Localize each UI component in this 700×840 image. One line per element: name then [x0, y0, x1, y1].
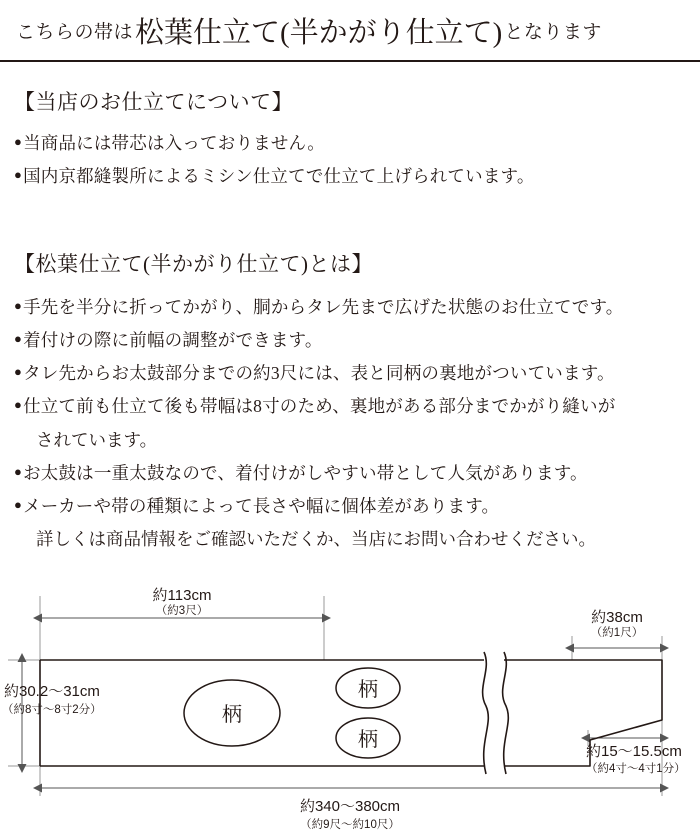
label-right-top-main: 約38cm — [591, 609, 643, 626]
obi-dimension-diagram — [0, 578, 700, 840]
label-left-width-main: 約30.2〜31cm — [4, 683, 100, 700]
label-bottom-total-main: 約340〜380cm — [299, 798, 401, 815]
section2-bullet-5 — [14, 460, 690, 487]
header-tail-text: となります — [504, 21, 602, 43]
bullet-text: 当商品には帯芯は入っておりません。 — [23, 133, 326, 153]
bullet-text: 仕立て前も仕立て後も帯幅は8寸のため、裏地がある部分までかがり縫いが — [23, 396, 616, 417]
section2-bullet-2 — [14, 327, 690, 354]
label-right-tip-sub: （約4寸〜4寸1分） — [586, 763, 686, 775]
bullet-text: お太鼓は一重太鼓なので、着付けがしやすい帯として人気があります。 — [23, 462, 588, 483]
pattern-label-2: 柄 — [358, 679, 378, 701]
bullet-dot-icon: ● — [14, 496, 23, 512]
section2-bullet-4-continuation: されています。 — [36, 429, 158, 450]
label-top-length-main: 約113cm — [152, 587, 212, 604]
bullet-dot-icon: ● — [14, 167, 23, 183]
label-top-length-sub: （約3尺） — [155, 605, 209, 617]
section-about-tailoring — [14, 86, 686, 196]
bullet-dot-icon: ● — [14, 364, 23, 380]
bullet-dot-icon: ● — [14, 397, 23, 413]
bullet-dot-icon: ● — [14, 331, 23, 347]
bullet-text: 着付けの際に前幅の調整ができます。 — [23, 330, 323, 351]
section-matsuba-definition — [14, 248, 690, 553]
section2-bullet-6-continuation: 詳しくは商品情報をご確認いただくか、当店にお問い合わせください。 — [36, 528, 596, 549]
bullet-text: 国内京都縫製所によるミシン仕立てで仕立て上げられています。 — [23, 166, 535, 187]
header-emphasis-text: 松葉仕立て(半かがり仕立て) — [135, 16, 503, 49]
label-bottom-total-sub: （約9尺〜約10尺） — [300, 819, 400, 831]
section1-title: 【当店のお仕立てについて】 — [14, 90, 294, 114]
bullet-text: タレ先からお太鼓部分までの約3尺には、表と同柄の裏地がついています。 — [23, 363, 615, 384]
pattern-label-3: 柄 — [358, 729, 378, 751]
section1-bullet-2 — [14, 163, 686, 190]
bullet-text: 手先を半分に折ってかがり、胴からタレ先まで広げた状態のお仕立てです。 — [23, 297, 624, 317]
section2-bullet-6 — [14, 493, 690, 520]
section2-bullet-3 — [14, 360, 690, 387]
page-header — [0, 0, 700, 62]
bullet-text: メーカーや帯の種類によって長さや幅に個体差があります。 — [23, 495, 500, 516]
header-lead-text: こちらの帯は — [16, 21, 134, 43]
label-left-width-sub: （約8寸〜8寸2分） — [2, 704, 102, 716]
section2-title: 【松葉仕立て(半かがり仕立て)とは】 — [14, 252, 373, 276]
label-right-top-sub: （約1尺） — [590, 627, 644, 639]
bullet-dot-icon: ● — [14, 134, 23, 149]
bullet-dot-icon: ● — [14, 463, 23, 479]
label-right-tip-main: 約15〜15.5cm — [586, 743, 682, 760]
section2-bullet-4 — [14, 393, 690, 420]
section2-bullet-1 — [14, 294, 690, 321]
bullet-dot-icon: ● — [14, 298, 23, 313]
section1-bullet-1 — [14, 130, 686, 157]
pattern-label-1: 柄 — [222, 704, 242, 726]
